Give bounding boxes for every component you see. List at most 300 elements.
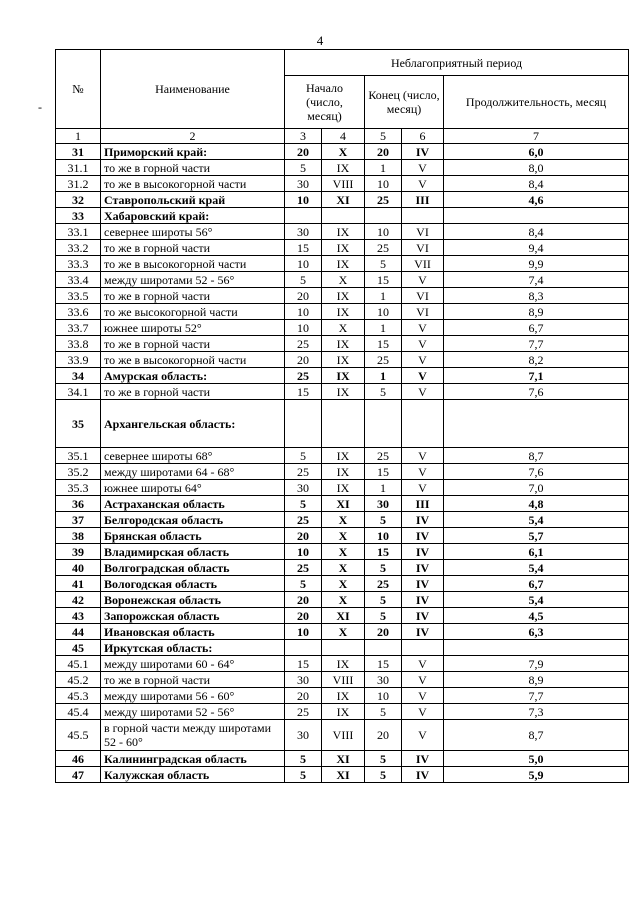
row-number: 33.2	[56, 240, 101, 256]
end-month	[402, 640, 444, 656]
table-body	[56, 144, 629, 783]
row-number: 31.2	[56, 176, 101, 192]
start-day: 20	[285, 352, 322, 368]
duration: 7,9	[444, 656, 629, 672]
start-day: 25	[285, 368, 322, 384]
end-day: 30	[365, 496, 402, 512]
start-day: 20	[285, 288, 322, 304]
header-name: Наименование	[101, 50, 285, 129]
table-row	[56, 704, 629, 720]
row-number: 45.4	[56, 704, 101, 720]
start-month: X	[322, 624, 365, 640]
row-number: 35.2	[56, 464, 101, 480]
table-row	[56, 368, 629, 384]
end-month: V	[402, 384, 444, 400]
header-duration: Продолжительность, месяц	[444, 76, 629, 129]
row-name: Брянская область	[101, 528, 285, 544]
col-number: 1	[56, 129, 101, 144]
row-name: Астраханская область	[101, 496, 285, 512]
col-number: 4	[322, 129, 365, 144]
start-day: 20	[285, 608, 322, 624]
header-num: №	[56, 50, 101, 129]
end-day: 5	[365, 767, 402, 783]
row-name: Ивановская область	[101, 624, 285, 640]
duration: 4,8	[444, 496, 629, 512]
row-number: 31.1	[56, 160, 101, 176]
start-day: 30	[285, 176, 322, 192]
end-month: V	[402, 368, 444, 384]
row-number: 33.4	[56, 272, 101, 288]
row-name: севернее широты 68°	[101, 448, 285, 464]
start-day: 30	[285, 672, 322, 688]
table-row	[56, 560, 629, 576]
duration	[444, 400, 629, 448]
table-row	[56, 144, 629, 160]
duration: 9,4	[444, 240, 629, 256]
table-row	[56, 720, 629, 751]
start-month: XI	[322, 496, 365, 512]
start-month: IX	[322, 224, 365, 240]
start-day: 30	[285, 224, 322, 240]
start-month: X	[322, 320, 365, 336]
start-month: IX	[322, 240, 365, 256]
row-name: то же в горной части	[101, 336, 285, 352]
start-month: X	[322, 560, 365, 576]
end-month: V	[402, 464, 444, 480]
duration: 6,7	[444, 576, 629, 592]
end-month: VII	[402, 256, 444, 272]
row-number: 35.1	[56, 448, 101, 464]
row-name: Приморский край:	[101, 144, 285, 160]
margin-mark: -	[38, 100, 42, 114]
start-day: 10	[285, 192, 322, 208]
end-month: VI	[402, 304, 444, 320]
end-day: 1	[365, 288, 402, 304]
row-number: 43	[56, 608, 101, 624]
end-month: V	[402, 352, 444, 368]
row-name: то же в горной части	[101, 160, 285, 176]
table-row	[56, 640, 629, 656]
end-month: V	[402, 336, 444, 352]
row-name: между широтами 56 - 60°	[101, 688, 285, 704]
row-number: 32	[56, 192, 101, 208]
row-name: Ставропольский край	[101, 192, 285, 208]
row-name: то же высокогорной части	[101, 304, 285, 320]
start-day	[285, 208, 322, 224]
end-month: V	[402, 320, 444, 336]
row-name: Воронежская область	[101, 592, 285, 608]
end-day: 5	[365, 560, 402, 576]
start-day: 10	[285, 624, 322, 640]
start-day: 5	[285, 751, 322, 767]
end-month: IV	[402, 144, 444, 160]
col-number: 3	[285, 129, 322, 144]
row-name: севернее широты 56°	[101, 224, 285, 240]
end-month: VI	[402, 240, 444, 256]
end-month: IV	[402, 544, 444, 560]
start-day: 5	[285, 576, 322, 592]
end-day: 5	[365, 384, 402, 400]
start-month: IX	[322, 336, 365, 352]
end-day: 15	[365, 336, 402, 352]
start-day: 10	[285, 320, 322, 336]
row-name: Запорожская область	[101, 608, 285, 624]
end-day: 20	[365, 624, 402, 640]
start-day: 5	[285, 496, 322, 512]
duration	[444, 640, 629, 656]
end-month: VI	[402, 224, 444, 240]
table-row	[56, 208, 629, 224]
start-month: IX	[322, 256, 365, 272]
start-day: 5	[285, 767, 322, 783]
header-start: Начало (число, месяц)	[285, 76, 365, 129]
header-period: Неблагоприятный период	[285, 50, 629, 76]
row-name: Белгородская область	[101, 512, 285, 528]
duration: 7,4	[444, 272, 629, 288]
end-day: 10	[365, 224, 402, 240]
duration: 6,1	[444, 544, 629, 560]
start-month: VIII	[322, 176, 365, 192]
start-day: 20	[285, 528, 322, 544]
end-day: 5	[365, 592, 402, 608]
duration: 7,0	[444, 480, 629, 496]
end-day: 20	[365, 720, 402, 751]
start-day: 25	[285, 560, 322, 576]
table-row	[56, 320, 629, 336]
start-month: X	[322, 512, 365, 528]
duration: 8,9	[444, 672, 629, 688]
duration: 5,9	[444, 767, 629, 783]
end-day: 15	[365, 464, 402, 480]
start-month: XI	[322, 608, 365, 624]
end-day: 5	[365, 704, 402, 720]
start-day: 20	[285, 688, 322, 704]
start-month: IX	[322, 704, 365, 720]
table-row	[56, 176, 629, 192]
duration: 8,3	[444, 288, 629, 304]
duration: 7,7	[444, 336, 629, 352]
start-month: X	[322, 528, 365, 544]
row-name: то же в горной части	[101, 384, 285, 400]
start-month: X	[322, 272, 365, 288]
duration: 5,4	[444, 592, 629, 608]
row-name: то же в горной части	[101, 288, 285, 304]
start-day: 5	[285, 272, 322, 288]
duration: 8,7	[444, 448, 629, 464]
start-month: IX	[322, 160, 365, 176]
end-month: IV	[402, 576, 444, 592]
duration: 6,3	[444, 624, 629, 640]
start-day: 25	[285, 704, 322, 720]
duration: 8,4	[444, 176, 629, 192]
duration: 5,4	[444, 560, 629, 576]
duration: 6,0	[444, 144, 629, 160]
row-number: 38	[56, 528, 101, 544]
row-number: 39	[56, 544, 101, 560]
end-month: III	[402, 192, 444, 208]
end-day: 10	[365, 688, 402, 704]
row-name: то же в горной части	[101, 672, 285, 688]
table-row	[56, 656, 629, 672]
row-number: 35.3	[56, 480, 101, 496]
start-month: IX	[322, 288, 365, 304]
start-month: XI	[322, 767, 365, 783]
row-number: 33.7	[56, 320, 101, 336]
start-day: 15	[285, 384, 322, 400]
row-number: 34	[56, 368, 101, 384]
start-month: VIII	[322, 720, 365, 751]
end-day: 1	[365, 480, 402, 496]
duration: 4,5	[444, 608, 629, 624]
row-number: 45.1	[56, 656, 101, 672]
row-number: 33.3	[56, 256, 101, 272]
start-day: 25	[285, 512, 322, 528]
end-day: 1	[365, 160, 402, 176]
col-number: 6	[402, 129, 444, 144]
end-day	[365, 640, 402, 656]
row-number: 33.8	[56, 336, 101, 352]
start-month: IX	[322, 304, 365, 320]
row-name: Калининградская область	[101, 751, 285, 767]
start-month: IX	[322, 688, 365, 704]
duration: 7,3	[444, 704, 629, 720]
climate-period-table	[55, 49, 629, 783]
end-day: 10	[365, 528, 402, 544]
end-day: 15	[365, 544, 402, 560]
row-name: южнее широты 64°	[101, 480, 285, 496]
row-number: 42	[56, 592, 101, 608]
start-month: X	[322, 576, 365, 592]
end-day: 10	[365, 304, 402, 320]
start-month: X	[322, 592, 365, 608]
row-number: 37	[56, 512, 101, 528]
start-month: IX	[322, 464, 365, 480]
start-month: IX	[322, 384, 365, 400]
duration: 7,6	[444, 384, 629, 400]
end-day: 25	[365, 352, 402, 368]
row-number: 46	[56, 751, 101, 767]
start-day: 5	[285, 160, 322, 176]
row-name: Вологодская область	[101, 576, 285, 592]
row-name: то же в высокогорной части	[101, 352, 285, 368]
col-number: 7	[444, 129, 629, 144]
table-row	[56, 528, 629, 544]
end-day: 5	[365, 256, 402, 272]
row-number: 33	[56, 208, 101, 224]
row-name: между широтами 52 - 56°	[101, 272, 285, 288]
row-number: 44	[56, 624, 101, 640]
start-day: 30	[285, 720, 322, 751]
end-day	[365, 400, 402, 448]
end-month: IV	[402, 592, 444, 608]
table-row	[56, 400, 629, 448]
end-month: VI	[402, 288, 444, 304]
row-name: то же в высокогорной части	[101, 256, 285, 272]
header-end: Конец (число, месяц)	[365, 76, 444, 129]
start-month: IX	[322, 656, 365, 672]
end-day: 25	[365, 240, 402, 256]
table-row	[56, 288, 629, 304]
duration: 6,7	[444, 320, 629, 336]
table-row	[56, 576, 629, 592]
end-day: 25	[365, 448, 402, 464]
end-day	[365, 208, 402, 224]
end-day: 5	[365, 512, 402, 528]
row-number: 45.2	[56, 672, 101, 688]
start-month: XI	[322, 751, 365, 767]
duration: 8,7	[444, 720, 629, 751]
row-number: 34.1	[56, 384, 101, 400]
start-day: 5	[285, 448, 322, 464]
end-month: V	[402, 688, 444, 704]
row-name: в горной части между широтами 52 - 60°	[101, 720, 285, 751]
end-month: V	[402, 656, 444, 672]
col-number: 2	[101, 129, 285, 144]
col-number: 5	[365, 129, 402, 144]
row-number: 31	[56, 144, 101, 160]
column-number-row	[56, 129, 629, 144]
duration: 8,2	[444, 352, 629, 368]
table-row	[56, 240, 629, 256]
duration: 7,6	[444, 464, 629, 480]
end-day: 15	[365, 272, 402, 288]
table-row	[56, 751, 629, 767]
row-name: Архангельская область:	[101, 400, 285, 448]
table-row	[56, 512, 629, 528]
start-month	[322, 400, 365, 448]
table-row	[56, 272, 629, 288]
row-number: 47	[56, 767, 101, 783]
row-name: Волгоградская область	[101, 560, 285, 576]
table-row	[56, 464, 629, 480]
duration: 8,4	[444, 224, 629, 240]
table-row	[56, 608, 629, 624]
row-name: Владимирская область	[101, 544, 285, 560]
row-number: 35	[56, 400, 101, 448]
row-name: Амурская область:	[101, 368, 285, 384]
end-day: 1	[365, 368, 402, 384]
end-month: IV	[402, 512, 444, 528]
start-day: 25	[285, 464, 322, 480]
row-name: Калужская область	[101, 767, 285, 783]
start-month: VIII	[322, 672, 365, 688]
start-day	[285, 640, 322, 656]
table-row	[56, 256, 629, 272]
start-month	[322, 208, 365, 224]
start-day: 10	[285, 256, 322, 272]
row-number: 33.5	[56, 288, 101, 304]
table-row	[56, 160, 629, 176]
start-day: 15	[285, 240, 322, 256]
duration	[444, 208, 629, 224]
table-row	[56, 336, 629, 352]
end-day: 25	[365, 192, 402, 208]
end-month: V	[402, 704, 444, 720]
row-name: между широтами 60 - 64°	[101, 656, 285, 672]
end-month	[402, 208, 444, 224]
start-day: 10	[285, 304, 322, 320]
table-row	[56, 192, 629, 208]
end-month: IV	[402, 608, 444, 624]
row-number: 45	[56, 640, 101, 656]
start-month: IX	[322, 352, 365, 368]
end-month: IV	[402, 767, 444, 783]
table-row	[56, 544, 629, 560]
row-number: 36	[56, 496, 101, 512]
end-day: 15	[365, 656, 402, 672]
end-month: V	[402, 176, 444, 192]
start-day: 30	[285, 480, 322, 496]
page-number: 4	[316, 33, 324, 48]
table-row	[56, 688, 629, 704]
end-month: III	[402, 496, 444, 512]
start-month: IX	[322, 368, 365, 384]
end-day: 25	[365, 576, 402, 592]
start-day: 10	[285, 544, 322, 560]
row-name: то же в высокогорной части	[101, 176, 285, 192]
row-number: 41	[56, 576, 101, 592]
start-month: IX	[322, 448, 365, 464]
start-day: 20	[285, 144, 322, 160]
duration: 8,0	[444, 160, 629, 176]
table-row	[56, 224, 629, 240]
row-number: 40	[56, 560, 101, 576]
duration: 7,7	[444, 688, 629, 704]
start-month	[322, 640, 365, 656]
row-name: то же в горной части	[101, 240, 285, 256]
table-row	[56, 767, 629, 783]
duration: 8,9	[444, 304, 629, 320]
duration: 5,0	[444, 751, 629, 767]
end-month	[402, 400, 444, 448]
duration: 4,6	[444, 192, 629, 208]
row-number: 33.1	[56, 224, 101, 240]
row-number: 33.9	[56, 352, 101, 368]
start-month: IX	[322, 480, 365, 496]
table-row	[56, 624, 629, 640]
end-month: V	[402, 272, 444, 288]
end-month: IV	[402, 528, 444, 544]
end-day: 1	[365, 320, 402, 336]
start-day: 15	[285, 656, 322, 672]
row-name: Иркутская область:	[101, 640, 285, 656]
table-row	[56, 304, 629, 320]
table-row	[56, 384, 629, 400]
end-month: V	[402, 448, 444, 464]
end-month: V	[402, 672, 444, 688]
start-day: 25	[285, 336, 322, 352]
start-day: 20	[285, 592, 322, 608]
row-name: между широтами 52 - 56°	[101, 704, 285, 720]
duration: 5,4	[444, 512, 629, 528]
table-row	[56, 480, 629, 496]
end-month: V	[402, 160, 444, 176]
table-row	[56, 496, 629, 512]
start-day	[285, 400, 322, 448]
end-month: V	[402, 720, 444, 751]
end-day: 10	[365, 176, 402, 192]
row-name: между широтами 64 - 68°	[101, 464, 285, 480]
duration: 7,1	[444, 368, 629, 384]
table-row	[56, 592, 629, 608]
row-number: 45.5	[56, 720, 101, 751]
start-month: XI	[322, 192, 365, 208]
row-number: 33.6	[56, 304, 101, 320]
start-month: X	[322, 144, 365, 160]
start-month: X	[322, 544, 365, 560]
row-name: южнее широты 52°	[101, 320, 285, 336]
end-day: 30	[365, 672, 402, 688]
